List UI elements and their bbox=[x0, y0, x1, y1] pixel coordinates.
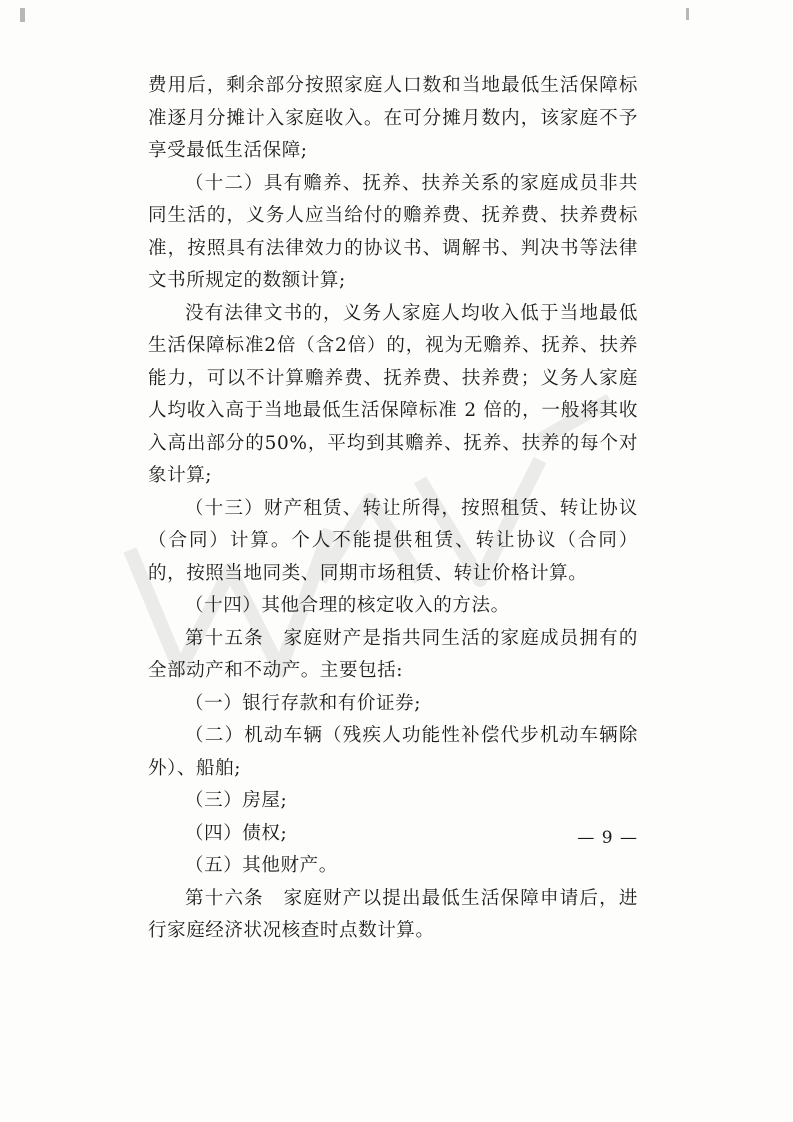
paragraph-item-12: （十二）具有赡养、抚养、扶养关系的家庭成员非共同生活的，义务人应当给付的赡养费、抚养费、扶养费标准，按照具有法律效力的协议书、调解书、判决书等法律文书所规定的数额计算; bbox=[148, 172, 638, 291]
scan-mark bbox=[686, 8, 689, 20]
paragraph-item-13: （十三）财产租赁、转让所得，按照租赁、转让协议（合同）计算。个人不能提供租赁、转让协议（合同）的，按照当地同类、同期市场租赁、转让价格计算。 bbox=[148, 497, 638, 584]
paragraph-item-14: （十四）其他合理的核定收入的方法。 bbox=[185, 595, 510, 616]
paragraph-continuation: 费用后，剩余部分按照家庭人口数和当地最低生活保障标准逐月分摊计入家庭收入。在可分摊月数内，该家庭不予享受最低生活保障; bbox=[148, 75, 638, 161]
property-item-3: （三）房屋; bbox=[185, 790, 288, 811]
property-item-1: （一）银行存款和有价证券; bbox=[185, 692, 422, 714]
paragraph-no-legal-document: 没有法律文书的，义务人家庭人均收入低于当地最低生活保障标准2倍（含2倍）的，视为无赡养、抚养、扶养能力，可以不计算赡养费、抚养费、扶养费；义务人家庭人均收入高于当地最低生活保障标准 2 倍的，一般将其收入高出部分的50%，平均到其赡养、抚养、扶养的每个对象计算; bbox=[148, 302, 638, 486]
property-item-5: （五）其他财产。 bbox=[185, 855, 338, 876]
body-text bbox=[148, 70, 638, 948]
page-number: — 9 — bbox=[577, 828, 638, 848]
article-16: 第十六条 家庭财产以提出最低生活保障申请后，进行家庭经济状况核查时点数计算。 bbox=[148, 887, 638, 941]
article-15: 第十五条 家庭财产是指共同生活的家庭成员拥有的全部动产和不动产。主要包括: bbox=[148, 627, 638, 681]
scan-mark bbox=[20, 8, 25, 22]
property-item-4: （四）债权; bbox=[185, 822, 288, 844]
property-item-2: （二）机动车辆（残疾人功能性补偿代步机动车辆除外）、船舶; bbox=[148, 725, 638, 779]
